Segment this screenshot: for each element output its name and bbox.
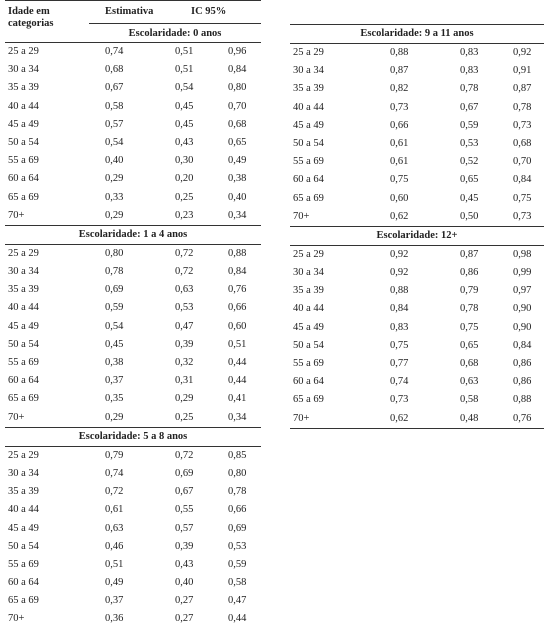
table-row (5, 79, 261, 97)
age-range-cell: 40 a 44 (8, 100, 39, 112)
ci-lower-cell: 0,51 (175, 46, 194, 57)
ci-upper-cell: 0,47 (228, 595, 247, 607)
ci-upper-cell: 0,85 (228, 449, 247, 461)
ci-upper-cell: 0,90 (513, 303, 532, 315)
estimate-cell: 0,78 (105, 266, 124, 278)
age-range-cell: 70+ (8, 613, 25, 625)
ci-lower-cell: 0,53 (175, 302, 194, 314)
table-row (290, 135, 544, 153)
estimate-cell: 0,72 (105, 486, 124, 498)
age-range-cell: 50 a 54 (8, 540, 39, 552)
ci-upper-cell: 0,90 (513, 321, 532, 333)
ci-upper-cell: 0,70 (228, 100, 247, 112)
age-range-cell: 65 a 69 (8, 191, 39, 203)
ci-upper-cell: 0,84 (228, 266, 247, 278)
table-row (290, 208, 544, 226)
table-row (290, 300, 544, 318)
estimate-cell: 0,37 (105, 595, 124, 607)
table-row (5, 354, 261, 372)
ci-upper-cell: 0,68 (513, 137, 532, 149)
age-range-cell: 40 a 44 (293, 303, 324, 315)
ci-lower-cell: 0,30 (175, 155, 194, 167)
table-row (290, 80, 544, 98)
age-range-cell: 35 a 39 (8, 82, 39, 94)
ci-upper-cell: 0,76 (513, 412, 532, 424)
table-row (290, 391, 544, 409)
age-range-cell: 50 a 54 (293, 137, 324, 149)
group-rows (5, 245, 261, 428)
ci-lower-cell: 0,69 (175, 467, 194, 479)
age-range-cell: 60 a 64 (8, 173, 39, 185)
table-row (5, 43, 261, 61)
estimate-cell: 0,83 (390, 321, 409, 333)
table-row (5, 538, 261, 556)
age-range-cell: 50 a 54 (8, 338, 39, 350)
ci-upper-cell: 0,76 (228, 284, 247, 296)
ci-upper-cell: 0,60 (228, 320, 247, 332)
group-rows (5, 447, 261, 629)
estimate-cell: 0,67 (105, 82, 124, 94)
estimate-cell: 0,59 (105, 302, 124, 314)
ci-upper-cell: 0,98 (513, 248, 532, 260)
ci-lower-cell: 0,72 (175, 266, 194, 278)
ci-upper-cell: 0,84 (513, 174, 532, 186)
estimate-cell: 0,82 (390, 83, 409, 95)
ci-upper-cell: 0,86 (513, 376, 532, 388)
age-range-cell: 65 a 69 (293, 394, 324, 406)
table-row (290, 337, 544, 355)
age-range-cell: 25 a 29 (8, 46, 39, 57)
table-row (5, 318, 261, 336)
ci-lower-cell: 0,27 (175, 613, 194, 625)
ci-upper-cell: 0,99 (513, 267, 532, 279)
ci-lower-cell: 0,53 (460, 137, 479, 149)
group-title: Escolaridade: 1 a 4 anos (5, 226, 261, 245)
ci-lower-cell: 0,57 (175, 522, 194, 534)
table-row (5, 592, 261, 610)
ci-lower-cell: 0,32 (175, 357, 194, 368)
table-row (5, 520, 261, 538)
estimate-cell: 0,58 (105, 100, 124, 112)
ci-lower-cell: 0,87 (460, 248, 479, 260)
estimate-cell: 0,68 (105, 64, 124, 76)
age-range-cell: 60 a 64 (8, 375, 39, 387)
ci-upper-cell: 0,91 (513, 65, 532, 77)
ci-upper-cell: 0,66 (228, 504, 247, 516)
ci-upper-cell: 0,80 (228, 82, 247, 94)
ci-upper-cell: 0,87 (513, 83, 532, 95)
age-column-header (8, 6, 53, 30)
ci-upper-cell: 0,41 (228, 393, 247, 405)
estimate-cell: 0,69 (105, 284, 124, 296)
table-row (290, 62, 544, 80)
table-row (290, 153, 544, 171)
ci-lower-cell: 0,20 (175, 173, 194, 185)
age-range-cell: 70+ (8, 411, 25, 423)
estimate-cell: 0,61 (390, 137, 409, 149)
ci-lower-cell: 0,40 (175, 577, 194, 589)
estimate-cell: 0,40 (105, 155, 124, 167)
ci-lower-cell: 0,50 (460, 210, 479, 222)
age-range-cell: 65 a 69 (8, 595, 39, 607)
ci-lower-cell: 0,75 (460, 321, 479, 333)
estimate-cell: 0,63 (105, 522, 124, 534)
ci-lower-cell: 0,55 (175, 504, 194, 516)
ci-upper-cell: 0,44 (228, 357, 247, 368)
ci-lower-cell: 0,43 (175, 558, 194, 570)
table-row (5, 263, 261, 281)
table-row (5, 281, 261, 299)
ci-upper-cell: 0,53 (228, 540, 247, 552)
estimate-cell: 0,79 (105, 449, 124, 461)
age-range-cell: 35 a 39 (293, 83, 324, 95)
table-row (5, 61, 261, 79)
table-row (5, 134, 261, 152)
estimate-cell: 0,66 (390, 119, 409, 131)
estimate-cell: 0,61 (105, 504, 124, 516)
estimate-cell: 0,74 (105, 467, 124, 479)
estimate-cell: 0,84 (390, 303, 409, 315)
estimate-cell: 0,74 (390, 376, 409, 388)
ci-upper-cell: 0,73 (513, 119, 532, 131)
table-row (290, 44, 544, 62)
group-rows (290, 44, 544, 227)
ci-lower-cell: 0,31 (175, 375, 194, 387)
age-range-cell: 45 a 49 (8, 320, 39, 332)
estimate-cell: 0,73 (390, 101, 409, 113)
table-row (290, 282, 544, 300)
age-range-cell: 30 a 34 (8, 266, 39, 278)
ci-lower-cell: 0,67 (460, 101, 479, 113)
ci-lower-cell: 0,27 (175, 595, 194, 607)
estimate-column-header: Estimativa (105, 6, 154, 17)
age-range-cell: 70+ (293, 412, 310, 424)
table-row (5, 483, 261, 501)
ci-lower-cell: 0,23 (175, 209, 194, 221)
ci-upper-cell: 0,84 (228, 64, 247, 76)
age-range-cell: 55 a 69 (8, 357, 39, 368)
age-range-cell: 55 a 69 (293, 156, 324, 168)
ci-lower-cell: 0,83 (460, 47, 479, 58)
table-row (290, 99, 544, 117)
table-row (290, 373, 544, 391)
estimate-cell: 0,80 (105, 247, 124, 259)
age-range-cell: 35 a 39 (293, 285, 324, 297)
estimate-cell: 0,49 (105, 577, 124, 589)
estimate-cell: 0,45 (105, 338, 124, 350)
age-range-cell: 65 a 69 (293, 192, 324, 204)
age-range-cell: 25 a 29 (8, 449, 39, 461)
ci-upper-cell: 0,88 (513, 394, 532, 406)
ci-lower-cell: 0,43 (175, 136, 194, 148)
ci-lower-cell: 0,29 (175, 393, 194, 405)
age-range-cell: 45 a 49 (293, 321, 324, 333)
ci-lower-cell: 0,45 (460, 192, 479, 204)
ci-upper-cell: 0,88 (228, 247, 247, 259)
ci-column-header: IC 95% (191, 6, 227, 17)
table-row (290, 190, 544, 208)
ci-upper-cell: 0,40 (228, 191, 247, 203)
ci-lower-cell: 0,45 (175, 100, 194, 112)
table-row (5, 116, 261, 134)
table-row (5, 336, 261, 354)
left-table-panel (5, 0, 261, 629)
estimate-cell: 0,54 (105, 320, 124, 332)
ci-upper-cell: 0,38 (228, 173, 247, 185)
age-range-cell: 35 a 39 (8, 284, 39, 296)
table-row (290, 117, 544, 135)
ci-lower-cell: 0,48 (460, 412, 479, 424)
table-row (290, 246, 544, 264)
ci-upper-cell: 0,58 (228, 577, 247, 589)
ci-upper-cell: 0,80 (228, 467, 247, 479)
ci-upper-cell: 0,44 (228, 375, 247, 387)
age-range-cell: 25 a 29 (8, 247, 39, 259)
table-row (5, 610, 261, 628)
ci-lower-cell: 0,72 (175, 247, 194, 259)
estimate-cell: 0,35 (105, 393, 124, 405)
table-row (5, 245, 261, 263)
ci-lower-cell: 0,39 (175, 540, 194, 552)
group-title: Escolaridade: 0 anos (89, 23, 261, 43)
age-range-cell: 65 a 69 (8, 393, 39, 405)
ci-lower-cell: 0,25 (175, 191, 194, 203)
group-title: Escolaridade: 12+ (290, 227, 544, 246)
table-row (290, 171, 544, 189)
ci-upper-cell: 0,92 (513, 47, 532, 58)
table-row (290, 264, 544, 282)
table-row (290, 355, 544, 373)
table-row (5, 409, 261, 427)
ci-lower-cell: 0,59 (460, 119, 479, 131)
estimate-cell: 0,46 (105, 540, 124, 552)
age-range-cell: 55 a 69 (293, 358, 324, 369)
table-row (5, 152, 261, 170)
age-range-cell: 45 a 49 (8, 118, 39, 130)
estimate-cell: 0,33 (105, 191, 124, 203)
ci-lower-cell: 0,25 (175, 411, 194, 423)
ci-lower-cell: 0,67 (175, 486, 194, 498)
age-range-cell: 60 a 64 (8, 577, 39, 589)
estimate-cell: 0,51 (105, 558, 124, 570)
estimate-cell: 0,92 (390, 248, 409, 260)
ci-upper-cell: 0,97 (513, 285, 532, 297)
age-range-cell: 70+ (293, 210, 310, 222)
estimate-cell: 0,60 (390, 192, 409, 204)
age-range-cell: 70+ (8, 209, 25, 221)
ci-lower-cell: 0,86 (460, 267, 479, 279)
estimate-cell: 0,75 (390, 339, 409, 351)
estimate-cell: 0,37 (105, 375, 124, 387)
table-row (5, 189, 261, 207)
estimate-cell: 0,74 (105, 46, 124, 57)
ci-upper-cell: 0,86 (513, 358, 532, 369)
table-row (5, 299, 261, 317)
age-range-cell: 55 a 69 (8, 558, 39, 570)
age-range-cell: 55 a 69 (8, 155, 39, 167)
estimate-cell: 0,54 (105, 136, 124, 148)
ci-upper-cell: 0,73 (513, 210, 532, 222)
ci-upper-cell: 0,68 (228, 118, 247, 130)
age-range-cell: 30 a 34 (8, 467, 39, 479)
group-title: Escolaridade: 5 a 8 anos (5, 428, 261, 447)
ci-lower-cell: 0,58 (460, 394, 479, 406)
estimate-cell: 0,88 (390, 47, 409, 58)
table-row (5, 465, 261, 483)
age-range-cell: 50 a 54 (293, 339, 324, 351)
ci-lower-cell: 0,54 (175, 82, 194, 94)
estimate-cell: 0,29 (105, 411, 124, 423)
ci-lower-cell: 0,65 (460, 339, 479, 351)
ci-lower-cell: 0,39 (175, 338, 194, 350)
estimate-cell: 0,87 (390, 65, 409, 77)
estimate-cell: 0,62 (390, 412, 409, 424)
ci-upper-cell: 0,65 (228, 136, 247, 148)
ci-upper-cell: 0,84 (513, 339, 532, 351)
table-row (5, 501, 261, 519)
estimate-cell: 0,29 (105, 173, 124, 185)
age-range-cell: 60 a 64 (293, 376, 324, 388)
table-row (5, 447, 261, 465)
ci-upper-cell: 0,51 (228, 338, 247, 350)
ci-upper-cell: 0,78 (513, 101, 532, 113)
estimate-cell: 0,38 (105, 357, 124, 368)
table-row (5, 98, 261, 116)
ci-lower-cell: 0,45 (175, 118, 194, 130)
estimate-cell: 0,36 (105, 613, 124, 625)
ci-upper-cell: 0,59 (228, 558, 247, 570)
ci-lower-cell: 0,52 (460, 156, 479, 168)
age-range-cell: 30 a 34 (8, 64, 39, 76)
table-row (290, 410, 544, 428)
ci-lower-cell: 0,78 (460, 303, 479, 315)
age-range-cell: 40 a 44 (293, 101, 324, 113)
right-top-spacer (290, 0, 544, 24)
estimate-cell: 0,75 (390, 174, 409, 186)
table-row (5, 207, 261, 225)
table-row (5, 574, 261, 592)
age-range-cell: 25 a 29 (293, 248, 324, 260)
estimate-cell: 0,73 (390, 394, 409, 406)
group-title: Escolaridade: 9 a 11 anos (290, 24, 544, 44)
age-range-cell: 50 a 54 (8, 136, 39, 148)
ci-lower-cell: 0,72 (175, 449, 194, 461)
estimate-cell: 0,77 (390, 358, 409, 369)
age-header-line2: categorias (8, 18, 54, 29)
table-row (5, 170, 261, 188)
ci-lower-cell: 0,63 (175, 284, 194, 296)
age-range-cell: 25 a 29 (293, 47, 324, 58)
ci-upper-cell: 0,69 (228, 522, 247, 534)
age-range-cell: 45 a 49 (8, 522, 39, 534)
ci-upper-cell: 0,49 (228, 155, 247, 167)
ci-upper-cell: 0,34 (228, 209, 247, 221)
age-header-line1: Idade em (8, 6, 50, 17)
age-range-cell: 30 a 34 (293, 267, 324, 279)
ci-lower-cell: 0,79 (460, 285, 479, 297)
age-range-cell: 45 a 49 (293, 119, 324, 131)
age-range-cell: 35 a 39 (8, 486, 39, 498)
estimate-cell: 0,61 (390, 156, 409, 168)
ci-lower-cell: 0,65 (460, 174, 479, 186)
table-row (290, 319, 544, 337)
age-range-cell: 40 a 44 (8, 504, 39, 516)
estimate-cell: 0,62 (390, 210, 409, 222)
ci-lower-cell: 0,47 (175, 320, 194, 332)
table-row (5, 390, 261, 408)
right-table-panel (290, 0, 544, 429)
ci-lower-cell: 0,83 (460, 65, 479, 77)
estimate-cell: 0,29 (105, 209, 124, 221)
ci-upper-cell: 0,75 (513, 192, 532, 204)
age-range-cell: 60 a 64 (293, 174, 324, 186)
ci-lower-cell: 0,68 (460, 358, 479, 369)
table-row (5, 372, 261, 390)
ci-upper-cell: 0,66 (228, 302, 247, 314)
ci-upper-cell: 0,78 (228, 486, 247, 498)
estimate-cell: 0,57 (105, 118, 124, 130)
estimate-cell: 0,88 (390, 285, 409, 297)
estimate-cell: 0,92 (390, 267, 409, 279)
ci-upper-cell: 0,70 (513, 156, 532, 168)
ci-upper-cell: 0,96 (228, 46, 247, 57)
ci-upper-cell: 0,44 (228, 613, 247, 625)
table-row (5, 556, 261, 574)
ci-lower-cell: 0,78 (460, 83, 479, 95)
group-rows (290, 246, 544, 429)
ci-lower-cell: 0,63 (460, 376, 479, 388)
ci-lower-cell: 0,51 (175, 64, 194, 76)
ci-upper-cell: 0,34 (228, 411, 247, 423)
age-range-cell: 40 a 44 (8, 302, 39, 314)
table-header (5, 0, 261, 43)
age-range-cell: 30 a 34 (293, 65, 324, 77)
group-rows (5, 43, 261, 226)
